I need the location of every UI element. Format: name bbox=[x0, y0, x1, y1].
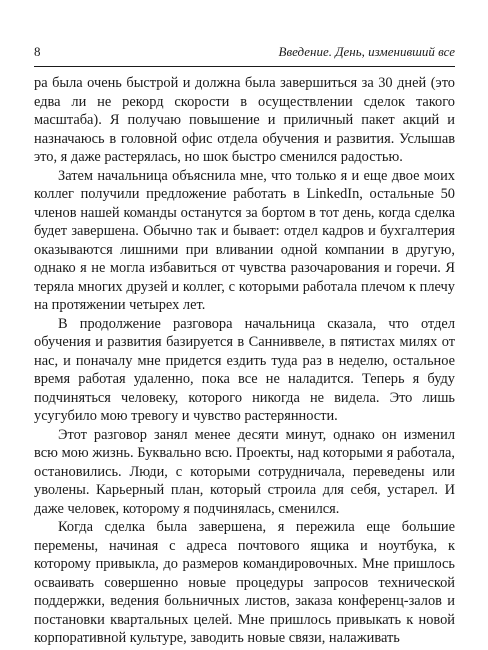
paragraph-continued: ра была очень быстрой и должна была завершиться за 30 дней (это едва ли не рекорд скорости в осуществлении сделок такого масштаба). Я получаю повышение и приличный пакет акций и назначаюсь в головной офис отдела обучения и развития. Услышав это, я даже растерялась, но шок быстро сменился радостью. bbox=[34, 75, 455, 165]
header-rule bbox=[34, 66, 455, 67]
paragraph: Этот разговор занял менее десяти минут, однако он изменил всю мою жизнь. Буквально всю. Проекты, над которыми я работала, остановились. Люди, с которыми сотрудничала, переведены или уволены. Карьерный план, который строила для себя, устарел. И даже человек, которому я подчинялась, сменился. bbox=[34, 426, 455, 517]
paragraph: Когда сделка была завершена, я пережила еще большие перемены, начиная с адреса почтового ящика и ноутбука, к которому привыкла, до размеров командировочных. Мне пришлось осваивать совершенно новые процедуры запросов технической поддержки, ведения больничных листов, заказа конференц-залов и постановки квартальных целей. Мне пришлось привыкать к новой корпоративной культуре, заводить новые связи, налаживать bbox=[34, 519, 455, 646]
paragraph: В продолжение разговора начальница сказала, что отдел обучения и развития базируется в Санниввеле, в пятистах милях от нас, и поначалу мне придется ездить туда раз в неделю, остальное время работая удаленно, пока все не наладится. Теперь я буду подчиняться человеку, которого никогда не видела. Это лишь усугубило мою тревогу и чувство растерянности. bbox=[34, 315, 455, 424]
paragraph: Затем начальница объяснила мне, что только я и еще двое моих коллег получили предложение работать в LinkedIn, остальные 50 членов нашей команды останутся за бортом в тот день, когда сделка будет завершена. Обычно так и бывает: отдел кадров и бухгалтерия оказываются лишними при вливании одной компании в другую, однако я не могла избавиться от чувства разочарования и горечи. Я теряла многих друзей и коллег, с которыми работала плечом к плечу на протяжении четырех лет. bbox=[34, 167, 455, 313]
body-text bbox=[34, 74, 455, 648]
running-title: Введение. День, изменивший все bbox=[278, 44, 455, 59]
page-header bbox=[34, 44, 455, 62]
page-number: 8 bbox=[34, 44, 41, 59]
book-page bbox=[34, 0, 455, 650]
